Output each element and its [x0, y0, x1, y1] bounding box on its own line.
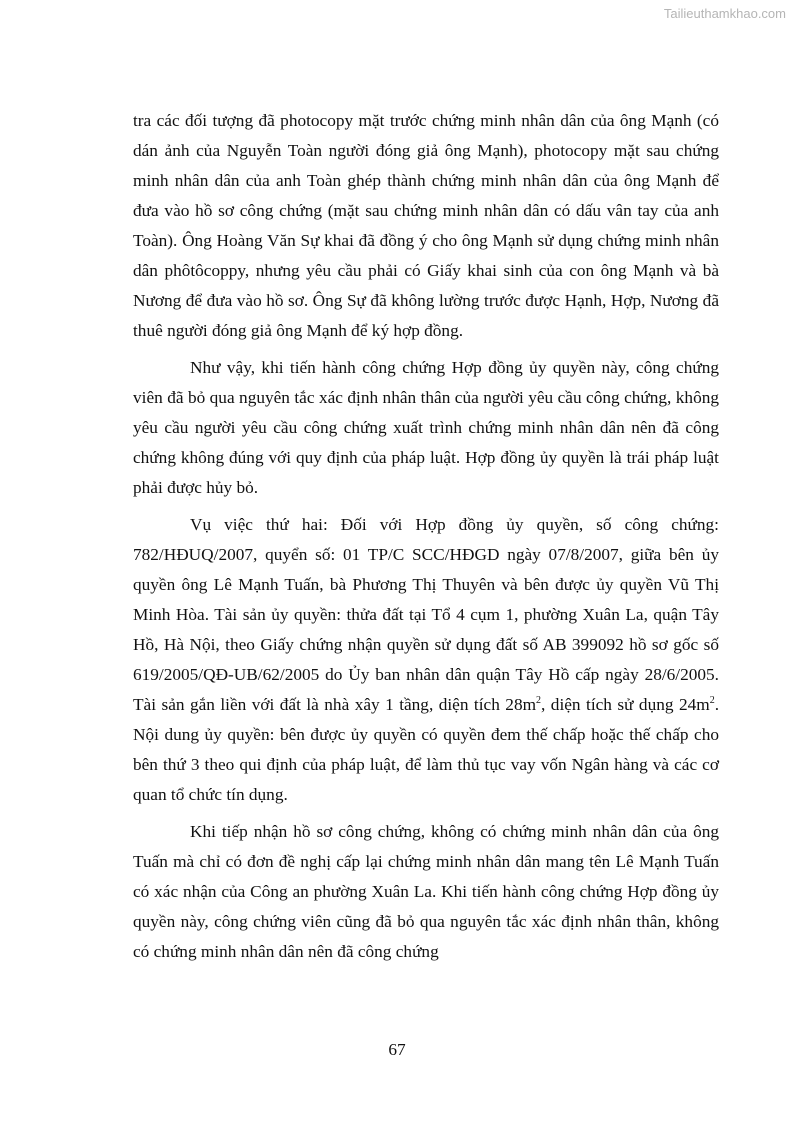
- paragraph-2: Như vậy, khi tiến hành công chứng Hợp đồng ủy quyền này, công chứng viên đã bỏ qua nguyên tắc xác định nhân thân của người yêu cầu công chứng, không yêu cầu người yêu cầu công chứng xuất trình chứng minh nhân dân nên đã công chứng không đúng với quy định của pháp luật. Hợp đồng ủy quyền là trái pháp luật phải được hủy bỏ.: [133, 358, 719, 497]
- page-number: 67: [388, 1040, 406, 1059]
- paragraph-3-part-2: , diện tích sử dụng 24m: [541, 695, 710, 714]
- superscript-1: 2: [536, 695, 542, 707]
- watermark: Tailieuthamkhao.com: [663, 6, 786, 21]
- paragraph-3-part-1: Vụ việc thứ hai: Đối với Hợp đồng ủy quyền, số công chứng: 782/HĐUQ/2007, quyển số: 01 TP/C SCC/HĐGD ngày 07/8/2007, giữa bên ủy quyền ông Lê Mạnh Tuấn, bà Phương Thị Thuyên và bên được ủy quyền Vũ Thị Minh Hòa. Tài sản ủy quyền: thửa đất tại Tổ 4 cụm 1, phường Xuân La, quận Tây Hồ, Hà Nội, theo Giấy chứng nhận quyền sử dụng đất số AB 399092 hồ sơ gốc số 619/2005/QĐ-UB/62/2005 do Ủy ban nhân dân quận Tây Hồ cấp ngày 28/6/2005. Tài sản gắn liền với đất là nhà xây 1 tầng, diện tích 28m: [133, 515, 719, 714]
- document-body: [133, 106, 719, 974]
- superscript-2: 2: [709, 695, 715, 707]
- paragraph-1: tra các đối tượng đã photocopy mặt trước chứng minh nhân dân của ông Mạnh (có dán ảnh của Nguyễn Toàn người đóng giả ông Mạnh), photocopy mặt sau chứng minh nhân dân của anh Toàn ghép thành chứng minh nhân dân của ông Mạnh để đưa vào hồ sơ công chứng (mặt sau chứng minh nhân dân có dấu vân tay của anh Toàn). Ông Hoàng Văn Sự khai đã đồng ý cho ông Mạnh sử dụng chứng minh nhân dân phôtôcoppy, nhưng yêu cầu phải có Giấy khai sinh của con ông Mạnh và bà Nương để đưa vào hồ sơ. Ông Sự đã không lường trước được Hạnh, Hợp, Nương đã thuê người đóng giả ông Mạnh để ký hợp đồng.: [133, 111, 719, 340]
- paragraph-3: [133, 510, 719, 810]
- paragraph-3-part-3: . Nội dung ủy quyền: bên được ủy quyền có quyền đem thế chấp hoặc thế chấp cho bên thứ 3 theo qui định của pháp luật, để làm thủ tục vay vốn Ngân hàng và các cơ quan tổ chức tín dụng.: [133, 695, 720, 804]
- paragraph-4: Khi tiếp nhận hồ sơ công chứng, không có chứng minh nhân dân của ông Tuấn mà chỉ có đơn đề nghị cấp lại chứng minh nhân dân mang tên Lê Mạnh Tuấn có xác nhận của Công an phường Xuân La. Khi tiến hành công chứng Hợp đồng ủy quyền này, công chứng viên cũng đã bỏ qua nguyên tắc xác định nhân thân, không có chứng minh nhân dân nên đã công chứng: [133, 822, 719, 961]
